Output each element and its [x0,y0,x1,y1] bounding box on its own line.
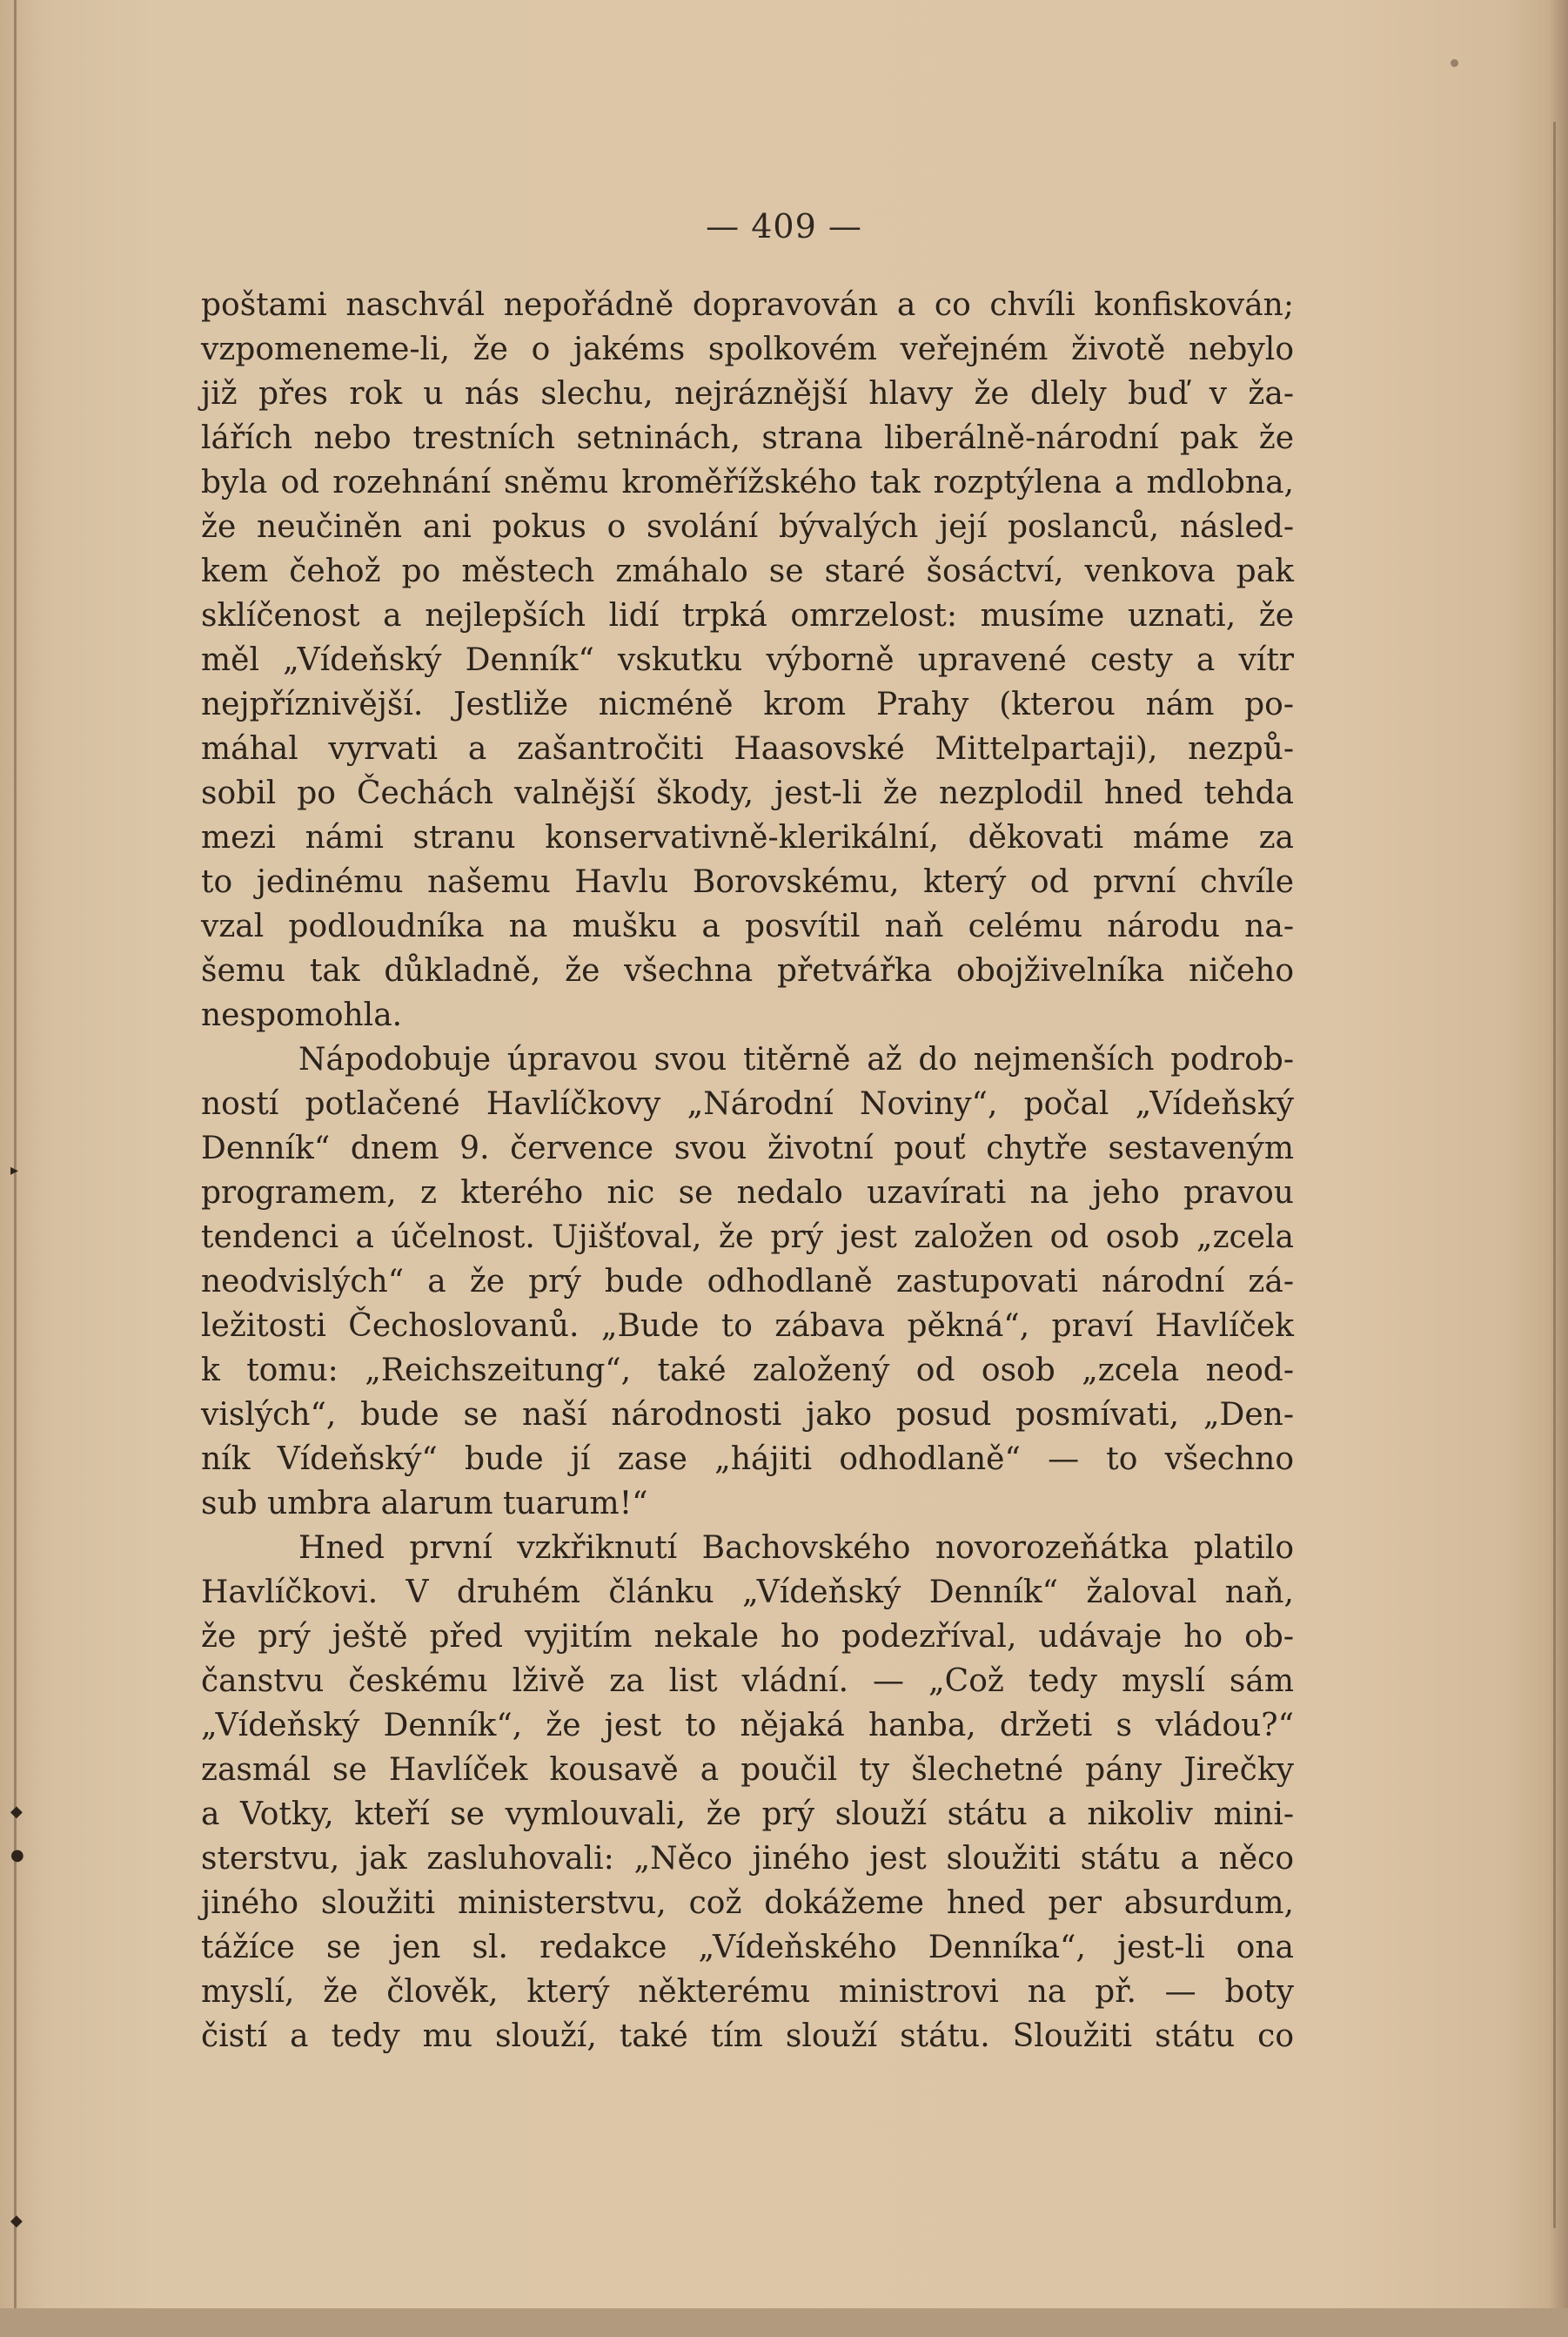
text-line: ností potlačené Havlíčkovy „Národní Noviny“, počal „Vídeňský [201,1086,1294,1122]
text-line: ležitosti Čechoslovanů. „Bude to zábava pěkná“, praví Havlíček [201,1308,1294,1344]
text-line: poštami naschvál nepořádně dopravován a co chvíli konfiskován; [201,287,1294,323]
page-bottom-edge [0,2308,1568,2337]
margin-dot-icon: ● [10,1846,24,1864]
text-line: neodvislých“ a že prý bude odhodlaně zastupovati národní zá- [201,1264,1294,1299]
text-line: Havlíčkovi. V druhém článku „Vídeňský Denník“ žaloval naň, [201,1575,1294,1610]
text-line: kem čehož po městech zmáhalo se staré šosáctví, venkova pak [201,554,1294,589]
text-line: že prý ještě před vyjitím nekale ho podezříval, udávaje ho ob- [201,1619,1294,1655]
text-line: máhal vyrvati a zašantročiti Haasovské Mittelpartaji), nezpů- [201,731,1294,767]
text-line: lářích nebo trestních setninách, strana liberálně-národní pak že [201,420,1294,456]
text-line: ník Vídeňský“ bude jí zase „hájiti odhodlaně“ — to všechno [201,1441,1294,1477]
text-line: nespomohla. [201,997,403,1033]
text-line: k tomu: „Reichszeitung“, také založený od osob „zcela neod- [201,1353,1294,1388]
text-line: a Votky, kteří se vymlouvali, že prý slouží státu a nikoliv mini- [201,1796,1294,1832]
margin-arrow-icon: ▸ [10,1161,19,1179]
body-text [201,283,1294,2058]
text-line: Nápodobuje úpravou svou titěrně až do nejmenších podrob- [298,1042,1294,1078]
text-line: vislých“, bude se naší národnosti jako posud posmívati, „Den- [201,1397,1294,1433]
text-line: Denník“ dnem 9. července svou životní pouť chytře sestaveným [201,1131,1294,1166]
page-number: — 409 — [706,207,862,245]
text-line: nejpříznivější. Jestliže nicméně krom Prahy (kterou nám po- [201,687,1294,722]
page-right-edge [1549,0,1568,2337]
margin-dot-icon: ◆ [10,1803,23,1821]
text-line: čanstvu českému lživě za list vládní. — „Což tedy myslí sám [201,1663,1294,1699]
text-line: jiného sloužiti ministerstvu, což dokážeme hned per absurdum, [201,1885,1294,1921]
page-edge-shadow [1553,122,1556,2228]
text-line: Hned první vzkřiknutí Bachovského novorozeňátka platilo [298,1530,1294,1566]
text-line: čistí a tedy mu slouží, také tím slouží státu. Sloužiti státu co [201,2018,1294,2054]
text-line: tážíce se jen sl. redakce „Vídeňského Denníka“, jest-li ona [201,1930,1294,1965]
text-line: sklíčenost a nejlepších lidí trpká omrzelost: musíme uznati, že [201,598,1294,634]
margin-dot-icon: ◆ [10,2212,23,2230]
text-line: to jedinému našemu Havlu Borovskému, který od první chvíle [201,864,1294,900]
text-line: měl „Vídeňský Denník“ vskutku výborně upravené cesty a vítr [201,642,1294,678]
paper-stain [1451,59,1458,67]
text-line: myslí, že člověk, který některému ministrovi na př. — boty [201,1974,1294,2010]
text-line: šemu tak důkladně, že všechna přetvářka obojživelníka ničeho [201,953,1294,989]
text-line: byla od rozehnání sněmu kroměřížského tak rozptýlena a mdlobna, [201,465,1294,500]
text-line: sterstvu, jak zasluhovali: „Něco jiného jest sloužiti státu a něco [201,1841,1294,1877]
text-line: sub umbra alarum tuarum!“ [201,1486,648,1521]
text-line: že neučiněn ani pokus o svolání bývalých její poslanců, násled- [201,509,1294,545]
text-line: mezi námi stranu konservativně-klerikální, děkovati máme za [201,820,1294,856]
text-line: tendenci a účelnost. Ujišťoval, že prý jest založen od osob „zcela [201,1219,1294,1255]
text-line: zasmál se Havlíček kousavě a poučil ty šlechetné pány Jirečky [201,1752,1294,1788]
text-line: programem, z kterého nic se nedalo uzavírati na jeho pravou [201,1175,1294,1211]
text-line: již přes rok u nás slechu, nejráznější hlavy že dlely buď v ža- [201,376,1294,412]
text-line: „Vídeňský Denník“, že jest to nějaká hanba, držeti s vládou?“ [201,1708,1294,1743]
text-line: vzal podloudníka na mušku a posvítil naň celému národu na- [201,909,1294,944]
text-line: sobil po Čechách valnější škody, jest-li že nezplodil hned tehda [201,776,1294,811]
text-line: vzpomeneme-li, že o jakéms spolkovém veřejném životě nebylo [201,332,1294,367]
